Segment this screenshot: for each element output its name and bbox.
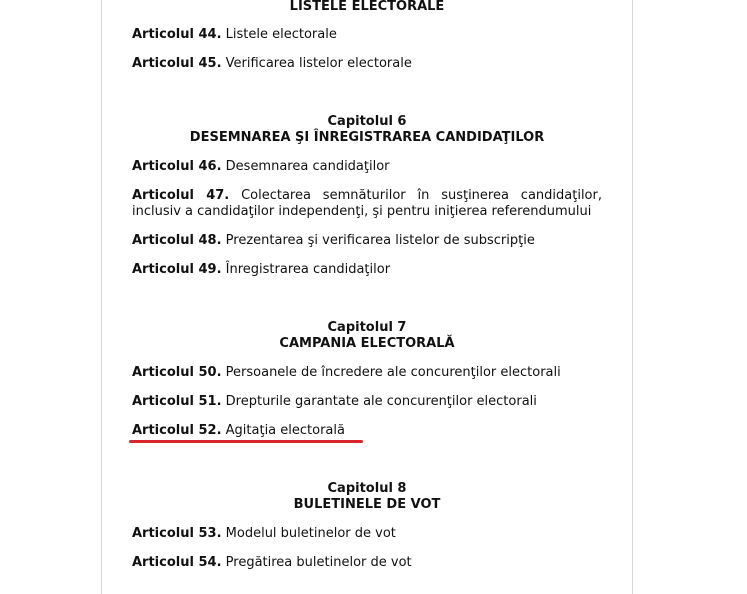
- article-47[interactable]: [132, 188, 602, 220]
- article-title[interactable]: Verificarea listelor electorale: [225, 56, 412, 71]
- chapter-6-title: DESEMNAREA ŞI ÎNREGISTRAREA CANDIDAŢILOR: [189, 130, 545, 145]
- red-underline-annotation: [129, 440, 363, 443]
- article-53[interactable]: [132, 526, 602, 542]
- article-title[interactable]: Desemnarea candidaţilor: [225, 159, 390, 174]
- article-48[interactable]: [132, 233, 602, 249]
- article-title[interactable]: Agitaţia electorală: [225, 423, 345, 438]
- article-title[interactable]: Pregătirea buletinelor de vot: [225, 555, 412, 570]
- article-number: Articolul 44.: [132, 27, 222, 42]
- article-52[interactable]: [132, 423, 602, 439]
- article-title[interactable]: Modelul buletinelor de vot: [225, 526, 396, 541]
- article-46[interactable]: [132, 159, 602, 175]
- article-number: Articolul 51.: [132, 394, 222, 409]
- article-title[interactable]: Listele electorale: [225, 27, 337, 42]
- article-54[interactable]: [132, 555, 602, 571]
- article-number: Articolul 54.: [132, 555, 222, 570]
- chapter-7-label: Capitolul 7: [327, 320, 407, 335]
- chapter-7-title: CAMPANIA ELECTORALĂ: [279, 336, 455, 351]
- chapter-6-label: Capitolul 6: [327, 114, 407, 129]
- article-title[interactable]: Prezentarea şi verificarea listelor de subscripţie: [225, 233, 535, 248]
- article-title[interactable]: Persoanele de încredere ale concurenţilor electorali: [225, 365, 561, 380]
- article-number: Articolul 49.: [132, 262, 222, 277]
- article-number: Articolul 48.: [132, 233, 222, 248]
- article-50[interactable]: [132, 365, 602, 381]
- chapter-8-title: BULETINELE DE VOT: [293, 497, 441, 512]
- article-number: Articolul 46.: [132, 159, 222, 174]
- article-title[interactable]: Înregistrarea candidaţilor: [225, 262, 391, 277]
- article-44[interactable]: [132, 27, 602, 43]
- article-number: Articolul 53.: [132, 526, 222, 541]
- article-title[interactable]: Drepturile garantate ale concurenţilor electorali: [225, 394, 537, 409]
- article-title[interactable]: Colectarea semnăturilor în susţinerea candidaţilor, inclusiv a candidaţilor independenţi, şi pentru iniţierea referendumului: [132, 188, 602, 219]
- article-number: Articolul 45.: [132, 56, 222, 71]
- article-49[interactable]: [132, 262, 602, 278]
- article-number: Articolul 52.: [132, 423, 222, 438]
- article-number: Articolul 50.: [132, 365, 222, 380]
- article-number: Articolul 47.: [132, 188, 230, 203]
- document-page: [101, 0, 633, 594]
- chapter-8-label: Capitolul 8: [327, 481, 407, 496]
- article-45[interactable]: [132, 56, 602, 72]
- section-title: LISTELE ELECTORALE: [289, 0, 445, 14]
- article-51[interactable]: [132, 394, 602, 410]
